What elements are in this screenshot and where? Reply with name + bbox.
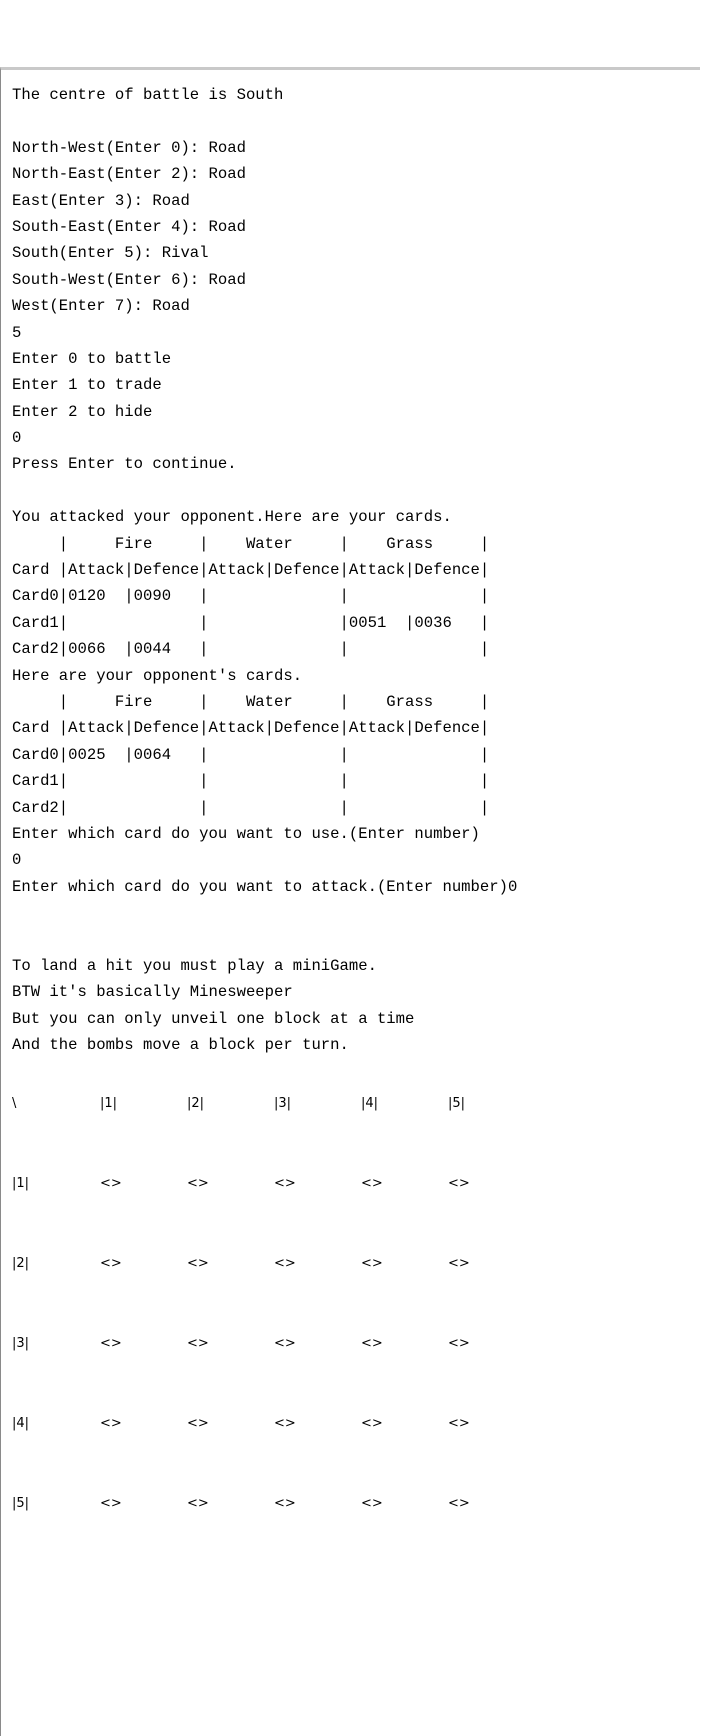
grid-cell-hidden: <> xyxy=(361,1175,383,1191)
grid-cell-hidden: <> xyxy=(100,1255,122,1271)
grid-column-header: |4| xyxy=(361,1095,379,1111)
grid-header-row xyxy=(12,1091,700,1117)
console-line xyxy=(12,478,700,504)
grid-row xyxy=(12,1491,700,1517)
grid-cell-hidden: <> xyxy=(187,1255,209,1271)
grid-row xyxy=(12,1411,700,1437)
console-line: Enter 2 to hide xyxy=(12,402,153,421)
console-line: Enter 0 to battle xyxy=(12,349,172,368)
grid-cell-hidden: <> xyxy=(187,1495,209,1511)
grid-cell-hidden: <> xyxy=(187,1415,209,1431)
console-line: Card0|0120 |0090 | | | xyxy=(12,587,490,606)
grid-row-header: |2| xyxy=(12,1255,30,1271)
console-line: Card |Attack|Defence|Attack|Defence|Attack|Defence| xyxy=(12,719,490,738)
console-line: North-West(Enter 0): Road xyxy=(12,138,246,157)
console-lines xyxy=(12,82,700,1085)
console-line: Card |Attack|Defence|Attack|Defence|Attack|Defence| xyxy=(12,561,490,580)
console-line: And the bombs move a block per turn. xyxy=(12,1036,349,1055)
console-line: The centre of battle is South xyxy=(12,86,284,104)
grid-column-header: |3| xyxy=(274,1095,292,1111)
grid-cell-hidden: <> xyxy=(448,1415,470,1431)
console-line: | Fire | Water | Grass | xyxy=(12,692,490,711)
grid-row xyxy=(12,1251,700,1277)
console-line: Press Enter to continue. xyxy=(12,455,237,474)
grid-row-header: |3| xyxy=(12,1335,30,1351)
grid-cell-hidden: <> xyxy=(274,1255,296,1271)
console-line: BTW it's basically Minesweeper xyxy=(12,983,293,1002)
grid-row xyxy=(12,1171,700,1197)
grid-cell-hidden: <> xyxy=(361,1415,383,1431)
console-line: Here are your opponent's cards. xyxy=(12,666,303,685)
grid-cell-hidden: <> xyxy=(100,1335,122,1351)
console-line: Card1| | |0051 |0036 | xyxy=(12,613,490,632)
console-line: Card2| | | | xyxy=(12,798,490,817)
console-line: To land a hit you must play a miniGame. xyxy=(12,956,377,975)
console-line xyxy=(12,1058,700,1084)
grid-column-header: |1| xyxy=(100,1095,118,1111)
console-line: But you can only unveil one block at a time xyxy=(12,1009,415,1028)
grid-cell-hidden: <> xyxy=(274,1495,296,1511)
grid-cell-hidden: <> xyxy=(274,1335,296,1351)
console-output xyxy=(0,67,700,1736)
grid-row-header: |5| xyxy=(12,1495,30,1511)
console-line: Enter which card do you want to use.(Enter number) xyxy=(12,824,480,843)
grid-cell-hidden: <> xyxy=(448,1495,470,1511)
console-line: South-West(Enter 6): Road xyxy=(12,270,246,289)
grid-cell-hidden: <> xyxy=(274,1175,296,1191)
minesweeper-grid xyxy=(12,1091,700,1517)
grid-cell-hidden: <> xyxy=(187,1335,209,1351)
grid-cell-hidden: <> xyxy=(274,1415,296,1431)
grid-corner: \ xyxy=(12,1095,17,1111)
console-line: North-East(Enter 2): Road xyxy=(12,165,246,184)
grid-row xyxy=(12,1331,700,1357)
console-line: West(Enter 7): Road xyxy=(12,297,190,316)
console-line: Card2|0066 |0044 | | | xyxy=(12,640,490,659)
grid-column-header: |2| xyxy=(187,1095,205,1111)
console-line: Enter which card do you want to attack.(Enter number)0 xyxy=(12,877,518,896)
grid-cell-hidden: <> xyxy=(448,1255,470,1271)
console-line: 0 xyxy=(12,429,22,448)
grid-cell-hidden: <> xyxy=(448,1335,470,1351)
grid-cell-hidden: <> xyxy=(100,1415,122,1431)
console-line: South(Enter 5): Rival xyxy=(12,244,209,263)
grid-row-header: |1| xyxy=(12,1175,30,1191)
grid-column-header: |5| xyxy=(448,1095,466,1111)
console-line: You attacked your opponent.Here are your cards. xyxy=(12,508,452,527)
grid-cell-hidden: <> xyxy=(361,1495,383,1511)
console-line: Card0|0025 |0064 | | | xyxy=(12,745,490,764)
console-line: East(Enter 3): Road xyxy=(12,191,190,210)
console-line: | Fire | Water | Grass | xyxy=(12,534,490,553)
console-line xyxy=(12,108,700,134)
grid-cell-hidden: <> xyxy=(100,1495,122,1511)
grid-row-header: |4| xyxy=(12,1415,30,1431)
console-line xyxy=(12,927,700,953)
console-line: South-East(Enter 4): Road xyxy=(12,217,246,236)
grid-cell-hidden: <> xyxy=(100,1175,122,1191)
grid-cell-hidden: <> xyxy=(448,1175,470,1191)
grid-cell-hidden: <> xyxy=(361,1255,383,1271)
console-line xyxy=(12,900,700,926)
console-line: 5 xyxy=(12,323,22,342)
grid-cell-hidden: <> xyxy=(187,1175,209,1191)
grid-cell-hidden: <> xyxy=(361,1335,383,1351)
console-line: Card1| | | | xyxy=(12,772,490,791)
console-line: Enter 1 to trade xyxy=(12,376,162,395)
console-line: 0 xyxy=(12,851,22,870)
